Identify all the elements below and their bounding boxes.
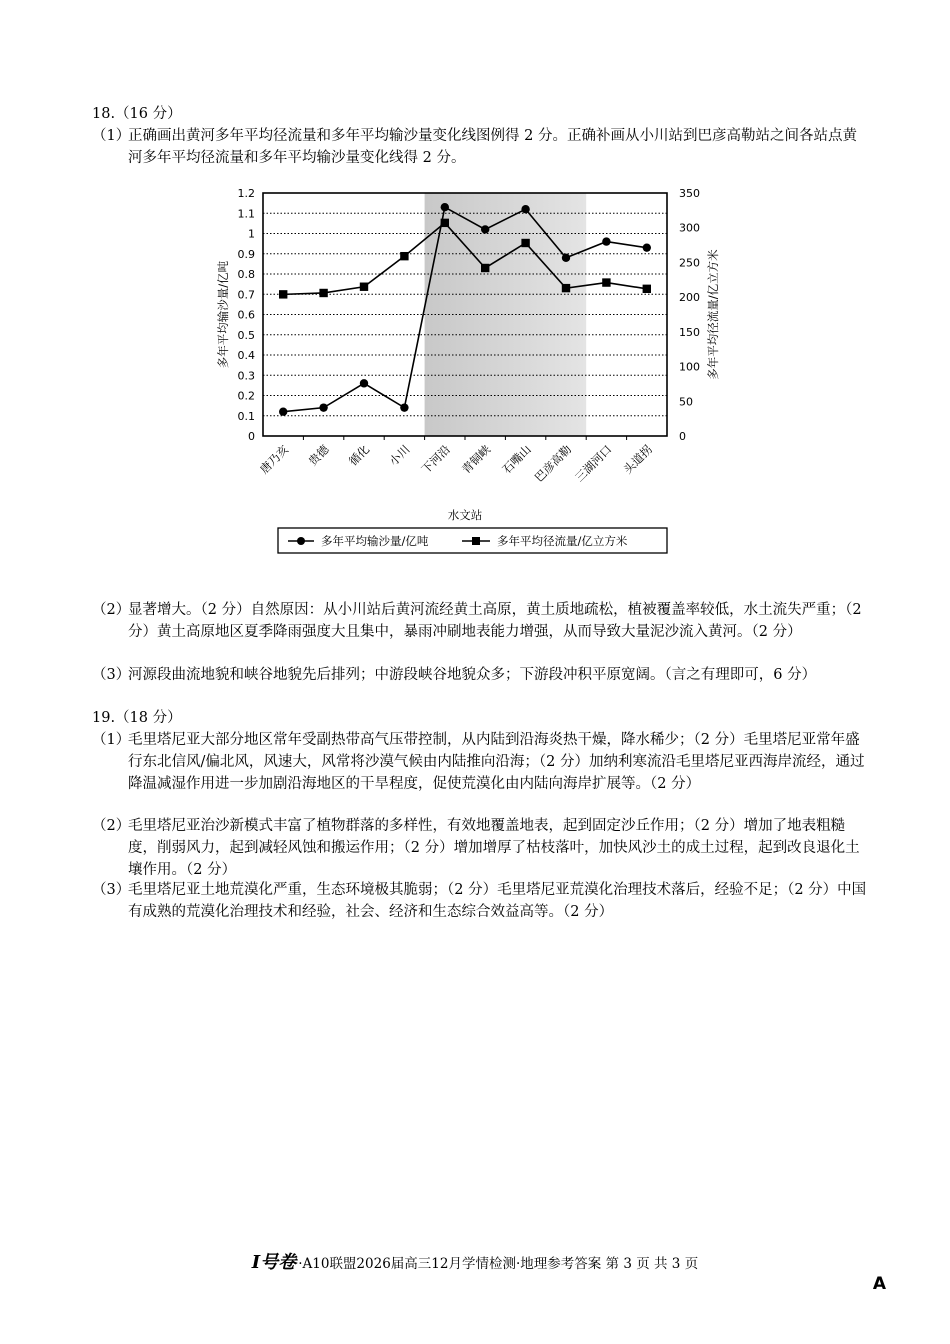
y-left-tick-label: 0.6 [237, 308, 255, 322]
y-left-tick-label: 1 [248, 227, 255, 241]
runoff-point [602, 278, 610, 286]
q19-part1-text: 毛里塔尼亚大部分地区常年受副热带高气压带控制，从内陆到沿海炎热干燥，降水稀少；（2 分）毛里塔尼亚常年盛行东北信风/偏北风，风速大，风常将沙漠气候由内陆推向沿海；（2 分）加纳利寒流沿毛里塔尼亚西海岸流经，通过降温减湿作用进一步加剧沿海地区的干旱程度，促使荒漠化由内陆向海岸扩展等。（2 分） [128, 732, 865, 792]
q19-part1-number: （1） [92, 732, 131, 748]
runoff-point [279, 290, 287, 298]
q19-part2-number: （2） [92, 818, 131, 834]
y-right-tick-label: 100 [679, 360, 700, 374]
q18-part1-text: 正确画出黄河多年平均径流量和多年平均输沙量变化线图例得 2 分。正确补画从小川站到巴彦高勒站之间各站点黄河多年平均径流量和多年平均输沙量变化线得 2 分。 [128, 128, 857, 166]
q19-part3-text: 毛里塔尼亚土地荒漠化严重，生态环境极其脆弱；（2 分）毛里塔尼亚荒漠化治理技术落后，经验不足；（2 分）中国有成熟的荒漠化治理技术和经验，社会、经济和生态综合效益高等。（2 分） [128, 882, 867, 920]
y-right-tick-label: 300 [679, 221, 700, 235]
q18-part2 [92, 599, 867, 665]
x-tick-label: 贵德 [305, 442, 332, 469]
sediment-point [481, 225, 489, 233]
q18-part1 [92, 125, 867, 169]
footer-text: ·A10联盟2026届高三12月学情检测·地理参考答案 第 3 页 共 3 页 [298, 1256, 699, 1272]
runoff-point [481, 264, 489, 272]
sediment-point [360, 379, 368, 387]
q18-part2-number: （2） [92, 602, 131, 618]
x-tick-label: 循化 [345, 442, 373, 469]
q18-part3-text: 河源段曲流地貌和峡谷地貌先后排列；中游段峡谷地貌众多；下游段冲积平原宽阔。（言之有理即可，6 分） [128, 667, 817, 683]
runoff-point [441, 219, 449, 227]
q19-part3-number: （3） [92, 882, 131, 898]
q18-part2-text: 显著增大。（2 分）自然原因：从小川站后黄河流经黄土高原，黄土质地疏松，植被覆盖率较低，水土流失严重；（2 分）黄土高原地区夏季降雨强度大且集中，暴雨冲刷地表能力增强，从而导致大量泥沙流入黄河。（2 分） [128, 602, 862, 640]
x-tick-label: 头道拐 [620, 442, 655, 477]
sediment-point [602, 237, 610, 245]
q18-title: 18.（16 分） [92, 106, 182, 122]
page-footer [0, 1248, 950, 1274]
q18-part1-number: （1） [92, 128, 131, 144]
x-tick-label: 石嘴山 [499, 442, 534, 477]
y-left-tick-label: 1.2 [237, 187, 255, 200]
legend-label-sediment: 多年平均输沙量/亿吨 [321, 534, 429, 548]
q19-part2-text: 毛里塔尼亚治沙新模式丰富了植物群落的多样性，有效地覆盖地表，起到固定沙丘作用；（2 分）增加了地表粗糙度，削弱风力，起到减轻风蚀和搬运作用；（2 分）增加增厚了枯枝落叶，加快风沙土的成土过程，起到改良退化土壤作用。（2 分） [128, 818, 860, 878]
sediment-point [400, 403, 408, 411]
x-tick-label: 三湖河口 [572, 442, 615, 485]
y-left-axis-label: 多年平均输沙量/亿吨 [216, 260, 230, 369]
q18-part3-number: （3） [92, 667, 131, 683]
sediment-point [441, 203, 449, 211]
y-left-tick-label: 0.7 [237, 288, 255, 302]
x-axis-label: 水文站 [447, 508, 483, 522]
version-mark: A [872, 1274, 886, 1294]
sediment-point [643, 243, 651, 251]
q19-part1 [92, 729, 867, 817]
runoff-point [562, 284, 570, 292]
legend-label-runoff: 多年平均径流量/亿立方米 [497, 534, 628, 548]
y-left-tick-label: 0.1 [237, 409, 255, 423]
sediment-point [319, 403, 327, 411]
x-tick-label: 下河沿 [418, 442, 453, 477]
runoff-sediment-chart [190, 178, 720, 558]
y-right-tick-label: 0 [679, 430, 686, 443]
y-left-tick-label: 0.5 [237, 328, 255, 342]
runoff-point [521, 239, 529, 247]
q19-title: 19.（18 分） [92, 710, 182, 726]
publisher-logo: I号卷 [251, 1252, 297, 1273]
runoff-point [319, 289, 327, 297]
x-tick-label: 小川 [386, 442, 413, 469]
x-tick-label: 青铜峡 [459, 442, 494, 477]
q19-part3 [92, 879, 867, 923]
sediment-point [521, 205, 529, 213]
x-tick-label: 唐乃亥 [257, 442, 292, 477]
q18-part3 [92, 664, 867, 708]
y-left-tick-label: 0.9 [237, 247, 255, 261]
y-right-axis-label: 多年平均径流量/亿立方米 [706, 249, 720, 380]
sediment-point [562, 254, 570, 262]
runoff-point [400, 252, 408, 260]
sediment-point [279, 408, 287, 416]
y-left-tick-label: 0.2 [237, 389, 255, 403]
y-right-tick-label: 350 [679, 187, 700, 200]
q19-part2 [92, 815, 867, 881]
y-left-tick-label: 0.3 [237, 369, 255, 383]
y-left-tick-label: 0.8 [237, 268, 255, 281]
runoff-point [360, 283, 368, 291]
legend-marker-sediment [297, 537, 305, 545]
y-left-tick-label: 0.4 [237, 349, 255, 362]
y-right-tick-label: 50 [679, 395, 693, 409]
y-left-tick-label: 0 [248, 430, 255, 443]
y-right-tick-label: 150 [679, 325, 700, 339]
runoff-point [643, 285, 651, 293]
legend-marker-runoff [472, 537, 480, 545]
y-left-tick-label: 1.1 [237, 207, 255, 221]
y-right-tick-label: 200 [679, 291, 700, 305]
x-tick-label: 巴彦高勒 [531, 442, 575, 485]
y-right-tick-label: 250 [679, 256, 700, 270]
